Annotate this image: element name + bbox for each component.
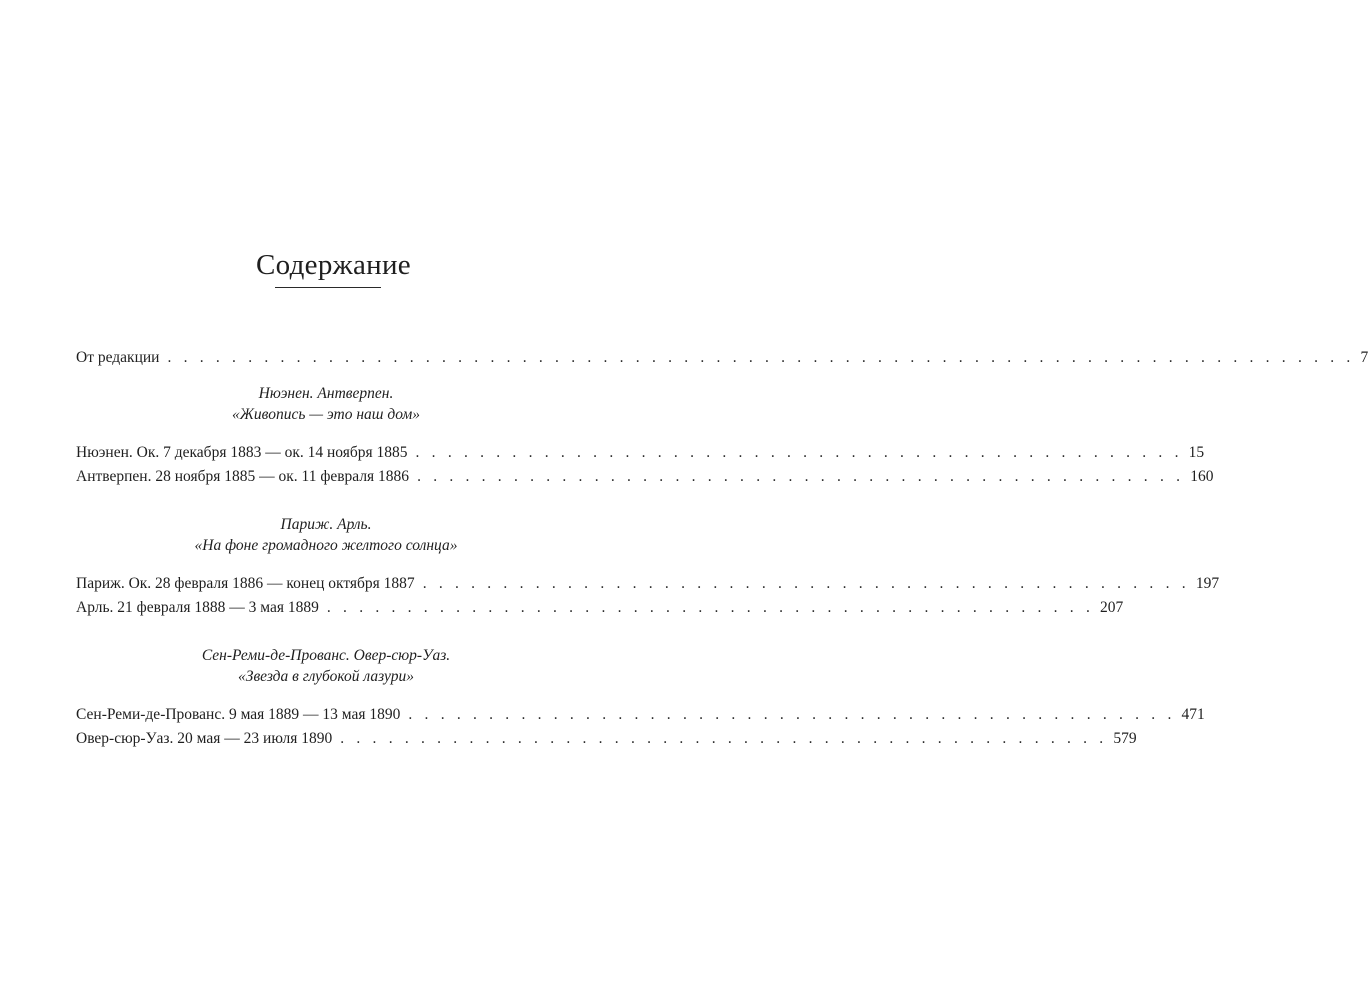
dot-leader: . . . . . . . . . . . . . . . . . . . . . . . . . . . . . . . . . . . . . . . . . . . . . . . . [340,730,1108,747]
dot-leader: . . . . . . . . . . . . . . . . . . . . . . . . . . . . . . . . . . . . . . . . . . . . . . . . [417,468,1185,485]
toc-entry-auvers[interactable] [76,727,1137,751]
section-motto: «Звезда в глубокой лазури» [238,668,414,685]
section-heading-paris [76,514,576,556]
toc-entry-label: Овер-сюр-Уаз. 20 мая — 23 июля 1890 [76,730,333,747]
toc-entry-label: Сен-Реми-де-Прованс. 9 мая 1889 — 13 мая 1890 [76,706,401,723]
section-place: Нюэнен. Антверпен. [258,385,394,402]
toc-entry-label: От редакции [76,349,160,366]
toc-entry-label: Арль. 21 февраля 1888 — 3 мая 1889 [76,599,319,616]
toc-entry-label: Нюэнен. Ок. 7 декабря 1883 — ок. 14 ноября 1885 [76,444,408,461]
section-heading-saint-remy [76,645,576,687]
section-motto: «Живопись — это наш дом» [231,406,421,423]
section-heading-nuenen [76,383,576,425]
toc-page-number: 207 [1100,599,1124,616]
toc-page-number: 471 [1181,706,1205,723]
section-place: Париж. Арль. [280,516,372,533]
toc-page-number: 197 [1195,575,1220,592]
dot-leader: . . . . . . . . . . . . . . . . . . . . . . . . . . . . . . . . . . . . . . . . . . . . . . . . [326,599,1095,616]
toc-entry-saint-remy[interactable] [76,703,1205,727]
toc-entry-nuenen[interactable] [76,441,1205,465]
section-motto: «На фоне громадного желтого солнца» [194,537,458,554]
toc-page-number: 15 [1188,444,1205,461]
toc-page-number: 7 [1360,349,1368,366]
table-of-contents [76,346,1368,751]
toc-page-number: 160 [1190,468,1214,485]
page-title: Содержание [256,249,411,281]
dot-leader: . . . . . . . . . . . . . . . . . . . . . . . . . . . . . . . . . . . . . . . . . . . . . . . . [422,575,1190,592]
toc-page-number: 579 [1113,730,1137,747]
toc-entry-label: Антверпен. 28 ноября 1885 — ок. 11 февраля 1886 [76,468,410,485]
dot-leader: . . . . . . . . . . . . . . . . . . . . . . . . . . . . . . . . . . . . . . . . . . . . . . . . [415,444,1183,461]
dot-leader: . . . . . . . . . . . . . . . . . . . . . . . . . . . . . . . . . . . . . . . . . . . . . . . . [408,706,1176,723]
toc-entry-paris[interactable] [76,572,1220,596]
toc-entry-antwerp[interactable] [76,465,1214,489]
toc-entry-label: Париж. Ок. 28 февраля 1886 — конец октября 1887 [76,575,415,592]
toc-entry-arles[interactable] [76,596,1124,620]
toc-entry-intro[interactable] [76,346,1368,370]
section-place: Сен-Реми-де-Прованс. Овер-сюр-Уаз. [201,647,451,664]
title-underline [275,287,381,288]
dot-leader: . . . . . . . . . . . . . . . . . . . . . . . . . . . . . . . . . . . . . . . . . . . . . . . . . . . . . . . . . . . . . . . . . . . . . . . . . . [167,349,1355,366]
